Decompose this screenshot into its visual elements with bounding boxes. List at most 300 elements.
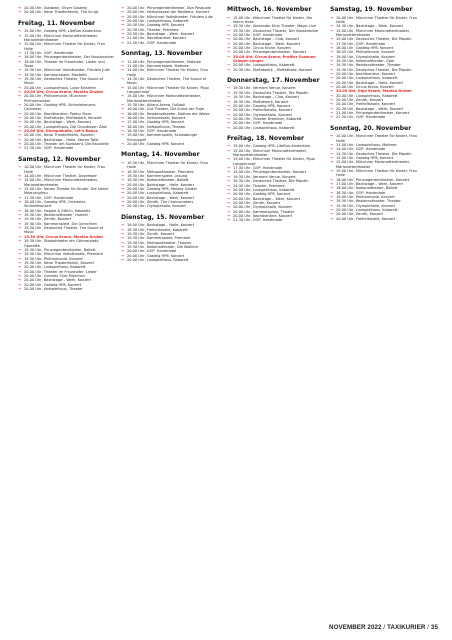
event-text: 20.00 Uhr, Gasteig HP8, Sinfoniekonzert, Orchester [24, 103, 97, 112]
arrow-right-icon: → [18, 33, 21, 38]
arrow-right-icon: → [18, 42, 21, 47]
arrow-right-icon: → [227, 37, 230, 42]
arrow-right-icon: → [330, 182, 333, 187]
event-text: 19.30 Uhr, Philharmonie, Konzert [24, 256, 83, 261]
arrow-right-icon: → [18, 195, 21, 200]
arrow-right-icon: → [227, 187, 230, 192]
event-text: 19.30 Uhr, Deutsches Theater, Die Päpstin [336, 67, 412, 72]
event-text: 15.00 Uhr, Münchner Theater für Kinder, Frau Holle [336, 169, 417, 178]
arrow-right-icon: → [121, 103, 124, 108]
arrow-right-icon: → [18, 133, 21, 138]
event-text: 15.00 Uhr, Münchner Theater für Kinder, Pippi Langstrumpf [127, 85, 209, 94]
event-text: 20.00 Uhr, GOP, Handmade [233, 121, 283, 126]
arrow-right-icon: → [227, 144, 230, 149]
arrow-right-icon: → [18, 55, 21, 60]
arrow-right-icon: → [227, 157, 230, 162]
arrow-right-icon: → [18, 260, 21, 265]
event-text: 17.00 Uhr, Gasteig HP8, Konzert [127, 120, 185, 125]
event-text: 20.00 Uhr, Lustspielhaus, Kabarett [233, 125, 295, 130]
arrow-right-icon: → [227, 125, 230, 130]
arrow-right-icon: → [227, 95, 230, 100]
event-item [330, 217, 426, 221]
arrow-right-icon: → [18, 116, 21, 121]
arrow-right-icon: → [227, 32, 230, 37]
event-text: 15.00 Uhr, Münchner Marionettentheater, Marionettentheater [24, 178, 99, 187]
arrow-right-icon: → [227, 205, 230, 210]
arrow-right-icon: → [227, 174, 230, 179]
arrow-right-icon: → [121, 10, 124, 15]
arrow-right-icon: → [330, 155, 333, 160]
event-text: 19.30 Uhr, Zenith, Konzert [127, 231, 175, 236]
event-text: 14.00 Uhr, Münchner Theater, Dezember [24, 174, 97, 178]
event-item [121, 77, 217, 86]
day-heading: Freitag, 18. November [227, 134, 304, 142]
arrow-right-icon: → [330, 106, 333, 111]
event-text: 20.00 Uhr, Kammerspiele, Theater [233, 209, 295, 214]
event-item [18, 226, 114, 235]
event-text: 15.00 Uhr, Münchner Theater für Kinder, Pippi Langstrumpf [233, 157, 315, 166]
arrow-right-icon: → [121, 40, 124, 45]
page-footer [329, 624, 438, 631]
event-item [121, 41, 217, 45]
event-text: 19.30 Uhr, Kammerspiele, Die Gerechten [24, 221, 98, 226]
event-text: 20.00 Uhr, Hofspielhaus, Theater [24, 286, 83, 291]
event-text: 20.00 Uhr, Olympiahalle, Konzert [233, 112, 292, 117]
arrow-right-icon: → [18, 217, 21, 222]
arrow-right-icon: → [18, 129, 21, 134]
arrow-right-icon: → [121, 191, 124, 196]
event-text: 15.00 Uhr, Gasteig HP8, LiteRun-Kinderkino [24, 29, 102, 34]
event-text: 19.30 Uhr, Deutsches Theater, Der Nussknacker [233, 28, 319, 33]
arrow-right-icon: → [18, 29, 21, 34]
event-column-3 [227, 6, 323, 223]
arrow-right-icon: → [227, 116, 230, 121]
arrow-right-icon: → [330, 216, 333, 221]
arrow-right-icon: → [227, 179, 230, 184]
arrow-right-icon: → [18, 278, 21, 283]
event-item [330, 160, 426, 169]
event-text: 16.00 Uhr, Gut Theater, Die Kunst der Fuge [127, 107, 204, 112]
event-text: 20.00 Uhr, Theater Drehleier, Kabarett [233, 116, 302, 121]
event-text: 20.00 Uhr, Lustspielhaus, Kabarett [233, 63, 295, 68]
arrow-right-icon: → [18, 282, 21, 287]
event-item [18, 178, 114, 187]
arrow-right-icon: → [121, 63, 124, 68]
arrow-right-icon: → [227, 103, 230, 108]
event-text: 20.00 Uhr, Lustspielhaus, Luise Kinseher [24, 85, 97, 90]
event-text: 15.00 Uhr, Deutsches Theater, Die Päpstin [336, 37, 412, 42]
event-text: 19.30 Uhr, Theater, Premiere [233, 183, 285, 188]
event-text: 20.00 Uhr, Freiheitshalle, Konzert [336, 102, 396, 107]
arrow-right-icon: → [330, 151, 333, 156]
event-text: 18.00 Uhr, Gasteig HP8, Orchester, Sinfoniekonzert [24, 200, 87, 209]
arrow-right-icon: → [330, 212, 333, 217]
event-text: 16.00 Uhr, Residenztheater, Nathan der Weise [127, 111, 210, 116]
arrow-right-icon: → [330, 134, 333, 139]
arrow-right-icon: → [330, 203, 333, 208]
arrow-right-icon: → [18, 252, 21, 257]
event-item [330, 29, 426, 38]
event-text: 11.00 Uhr, Prinzregententheater, Matinee [127, 59, 202, 64]
event-text: 19.30 Uhr, Alexander Kirst Theater, Magic Live [233, 24, 316, 29]
arrow-right-icon: → [121, 59, 124, 64]
arrow-right-icon: → [121, 94, 124, 99]
arrow-right-icon: → [121, 85, 124, 90]
arrow-right-icon: → [330, 15, 333, 20]
event-text: 20.00 Uhr, Circus Krone, Konzert [336, 85, 394, 89]
event-text: 20.00 Uhr, Lustspielhaus, Die Grandiosen Zwei [24, 124, 108, 129]
event-text: 18.30 Uhr, GOP, Handmade [336, 190, 386, 195]
event-text: 20.30 Uhr, Gasteig HP8, Konzert [127, 23, 185, 28]
event-text: 18.00 Uhr, Heppel & Ettlich, Kabarett [24, 208, 91, 213]
event-text: 19.30 Uhr, Residenztheater, Theater [336, 199, 401, 204]
event-text: 19.00 Uhr, Olympiahalle, Konzert [336, 54, 395, 59]
event-text: 20.00 Uhr, Backstage – Werk, Konzert [233, 196, 301, 201]
event-text: 20.00 Uhr, Gasteig HP8, Konzert [127, 142, 185, 147]
arrow-right-icon: → [18, 269, 21, 274]
event-column-4 [330, 6, 426, 221]
event-text: 19.30 Uhr, Nationaltheater, Ballett [127, 178, 189, 183]
event-item [330, 134, 426, 143]
event-item [227, 157, 323, 166]
event-text: 20.00 Uhr, Circus Krone, Profiler Suzanne Grieger-Langer [233, 54, 316, 63]
event-text: 21.00 Uhr, Prinzregententheater, Konzert [336, 111, 410, 116]
event-item [18, 187, 114, 196]
event-item [227, 126, 323, 130]
event-item [121, 86, 217, 95]
event-text: 14.30 Uhr, Deutsches Theater, Die Päpstin [336, 151, 412, 156]
event-text: 15.00 Uhr, Münchner Marionettentheater, Marionettentheater [336, 160, 411, 169]
event-text: 20.00 Uhr, Philharmonie, Münchner Philharmoniker [24, 94, 87, 103]
arrow-right-icon: → [121, 244, 124, 249]
event-item [121, 204, 217, 208]
arrow-right-icon: → [18, 286, 21, 291]
event-text: 21.30 Uhr, GOP, Handmade [24, 146, 74, 151]
event-text: 16.00 Uhr, Herkulessaal, Konzert [127, 116, 186, 121]
event-text: 20.00 Uhr, GOP, Handmade [233, 32, 283, 37]
arrow-right-icon: → [18, 137, 21, 142]
arrow-right-icon: → [18, 68, 21, 73]
event-text: 19.30 Uhr, Freiheitshalle, Kabarett [127, 227, 188, 232]
event-text: 20.00 Uhr, Prinzregententheater, Konzert [233, 50, 307, 55]
arrow-right-icon: → [18, 247, 21, 252]
arrow-right-icon: → [18, 76, 21, 81]
arrow-right-icon: → [330, 102, 333, 107]
footer-page-number: 35 [430, 624, 438, 631]
arrow-right-icon: → [18, 239, 21, 244]
event-item [227, 149, 323, 158]
arrow-right-icon: → [121, 223, 124, 228]
arrow-right-icon: → [121, 253, 124, 258]
event-text: 19.30 Uhr, Kammerspiele, Macbeth [24, 72, 87, 77]
event-text: 19.30 Uhr, Deutsches Theater, Die Päpstin [233, 90, 309, 95]
event-text: 19.30 Uhr, Residenztheater, Theater [336, 63, 401, 68]
arrow-right-icon: → [330, 190, 333, 195]
event-text: 20.30 Uhr, Muffatwerk – Muffathalle, Konzert [233, 67, 313, 72]
event-text: 20.00 Uhr, Backstage – Halle, Stereo Total [24, 137, 99, 142]
event-text: 20.00 Uhr, Neue Theaterfabrik, Konzert [24, 133, 94, 138]
event-item [121, 68, 217, 77]
arrow-right-icon: → [121, 111, 124, 116]
arrow-right-icon: → [121, 129, 124, 134]
arrow-right-icon: → [121, 23, 124, 28]
event-text: 20.00 Uhr, Freiheitshalle, Konzert [336, 216, 396, 221]
arrow-right-icon: → [330, 142, 333, 147]
arrow-right-icon: → [330, 111, 333, 116]
event-text: 19.30 Uhr, Prinzregententheater, Ballett [24, 247, 96, 252]
day-heading: Sonntag, 20. November [330, 124, 412, 132]
arrow-right-icon: → [18, 10, 21, 15]
event-item [227, 16, 323, 25]
event-item [18, 165, 114, 174]
event-text: 19.30 Uhr, Vermont Venue, Konzert [233, 86, 296, 91]
event-text: 15.00 Uhr, Gasteig HP8, Konzert [336, 155, 394, 160]
arrow-right-icon: → [121, 120, 124, 125]
event-item [121, 258, 217, 262]
arrow-right-icon: → [121, 160, 124, 165]
arrow-right-icon: → [18, 85, 21, 90]
event-text: 20.00 Uhr, Lustspielhaus, Kabarett [233, 187, 295, 192]
arrow-right-icon: → [330, 71, 333, 76]
event-item [227, 218, 323, 222]
event-text: 20.30 Uhr, Backstage – Werk, Konzert [336, 106, 404, 111]
arrow-right-icon: → [330, 147, 333, 152]
arrow-right-icon: → [227, 213, 230, 218]
footer-magazine: TAXIKURIER [387, 624, 426, 631]
arrow-right-icon: → [18, 111, 21, 116]
arrow-right-icon: → [330, 177, 333, 182]
event-text: 20.00 Uhr, Lustspielhaus, Kabarett [127, 191, 189, 196]
event-item [18, 60, 114, 69]
arrow-right-icon: → [18, 265, 21, 270]
event-text: 20.00 Uhr, Backstage – Werk, Konzert [127, 195, 195, 200]
event-text: 21.30 Uhr, GOP, Handmade [233, 218, 283, 223]
arrow-right-icon: → [18, 256, 21, 261]
event-text: 19.00 Uhr, Prinzregententheater, Der Nussknacker [24, 55, 114, 60]
event-text: 15.00 Uhr, Münchner Theater für Kinder, Die kleine Hexe [233, 15, 313, 24]
day-heading: Montag, 14. November [121, 151, 200, 159]
event-text: 20.00 Uhr, Lustspielhaus, Kabarett [336, 93, 398, 98]
event-item [227, 68, 323, 72]
arrow-right-icon: → [121, 142, 124, 147]
arrow-right-icon: → [227, 209, 230, 214]
event-item [18, 287, 114, 291]
event-text: 20.00 Uhr, Backstage – Werk, Konzert [233, 41, 301, 46]
arrow-right-icon: → [227, 112, 230, 117]
event-text: 21.30 Uhr, GOP, Handmade [336, 115, 386, 120]
event-text: 20.30 Uhr, Backstage – Werk, Konzert [127, 32, 195, 37]
arrow-right-icon: → [121, 182, 124, 187]
event-item [121, 94, 217, 103]
arrow-right-icon: → [330, 85, 333, 89]
arrow-right-icon: → [227, 183, 230, 188]
event-text: 15.00 Uhr, Münchner Marionettentheater, Marionettentheater [24, 33, 99, 42]
event-text: 20.00 Uhr, Theater im Fraunhofer, Lieder [24, 269, 97, 274]
arrow-right-icon: → [18, 213, 21, 218]
arrow-right-icon: → [330, 37, 333, 42]
event-text: 19.30 Uhr, Staatstheater am Gärtnerplatz, Operette [24, 239, 100, 248]
event-text: 20.00 Uhr, Subtown, Oliver Gasteig [24, 6, 87, 10]
arrow-right-icon: → [330, 54, 333, 59]
arrow-right-icon: → [18, 226, 21, 231]
arrow-right-icon: → [227, 45, 230, 50]
event-text: 14.30 Uhr, Deutsches Theater, The Sound of Music [127, 76, 207, 86]
arrow-right-icon: → [330, 115, 333, 120]
arrow-right-icon: → [227, 108, 230, 113]
arrow-right-icon: → [330, 186, 333, 191]
event-text: 20.00 Uhr, Freiheitshalle, Konzert [233, 108, 293, 113]
event-item [18, 239, 114, 248]
arrow-right-icon: → [227, 166, 230, 171]
event-item [18, 34, 114, 43]
arrow-right-icon: → [121, 231, 124, 236]
event-text: 20.00 Uhr, Gasteig HP8, Konzert [233, 103, 291, 108]
event-text: 10.00 Uhr, Münchner Theater für Kinder, Frau Holle [24, 165, 105, 174]
event-item [18, 200, 114, 209]
arrow-right-icon: → [227, 28, 230, 33]
event-text: 15.00 Uhr, Münchner Marionettentheater, Marionettentheater [233, 148, 308, 158]
arrow-right-icon: → [121, 19, 124, 24]
arrow-right-icon: → [227, 90, 230, 95]
arrow-right-icon: → [227, 67, 230, 72]
arrow-right-icon: → [121, 124, 124, 129]
footer-issue: NOVEMBER 2022 [329, 624, 382, 631]
event-text: 18.00 Uhr, Gasteig HP8, Konzert [336, 45, 394, 50]
arrow-right-icon: → [121, 200, 124, 205]
event-text: 19.30 Uhr, Deutsches Theater, Die Päpstin [233, 179, 309, 184]
arrow-right-icon: → [18, 94, 21, 99]
event-text: 20.00 Uhr, Muffathalle, Muffatwerk, Konzert [24, 116, 102, 121]
arrow-right-icon: → [121, 249, 124, 254]
event-text: 20.30 Uhr, Olympiahalle, Konzert [127, 204, 186, 209]
event-text: 20.00 Uhr, Nachtkantine, Konzert [233, 213, 293, 218]
event-text: 15.00 Uhr, Münchner Marionettentheater, Marionettentheater [336, 28, 411, 37]
arrow-right-icon: → [227, 50, 230, 55]
arrow-right-icon: → [18, 200, 21, 205]
arrow-right-icon: → [330, 93, 333, 98]
event-text: 20.00 Uhr, Backstage – Halle, Konzert [336, 80, 404, 85]
arrow-right-icon: → [18, 174, 21, 178]
arrow-right-icon: → [227, 192, 230, 197]
arrow-right-icon: → [330, 169, 333, 173]
arrow-right-icon: → [18, 146, 21, 151]
event-text: 19.30 Uhr, Zenith, Konzert [24, 217, 72, 222]
arrow-right-icon: → [330, 98, 333, 103]
arrow-right-icon: → [121, 240, 124, 245]
arrow-right-icon: → [330, 195, 333, 200]
arrow-right-icon: → [330, 24, 333, 29]
day-heading: Samstag, 19. November [330, 6, 413, 13]
arrow-right-icon: → [121, 107, 124, 112]
day-heading: Mittwoch, 16. November [227, 6, 312, 13]
event-item [18, 146, 114, 150]
event-text: 15.00 Uhr, Münchner Marionettentheater, Marionettentheater [127, 94, 202, 103]
event-text: 20.00 Uhr, GOP, Handmade [127, 249, 177, 254]
event-text: 20.00 Uhr, Münchner Volkstheater, Fräulein Julie [127, 14, 213, 19]
event-text: 20.00 Uhr, Lustspielhaus, Kabarett [24, 265, 86, 270]
event-text: 20.00 Uhr, Circus Krone, Konzert [233, 45, 291, 50]
arrow-right-icon: → [18, 165, 21, 170]
arrow-right-icon: → [330, 28, 333, 33]
event-text: 18.45 Uhr, Philharmonie, Konzert [336, 50, 395, 55]
event-text: 14.00 Uhr, GOP, Handmade [336, 147, 386, 152]
arrow-right-icon: → [121, 178, 124, 183]
event-text: 19.30 Uhr, Kammerspiele, Premiere [127, 236, 191, 241]
event-text: 19.00 Uhr, Backstage – Halle, Konzert [127, 223, 195, 228]
event-text: 20.00 Uhr, Lustspielhaus, Kabarett [127, 19, 189, 24]
event-text: 21.30 Uhr, GOP, Handmade [127, 40, 177, 45]
arrow-right-icon: → [330, 45, 333, 50]
event-text: 19.30 Uhr, Deutsches Theater, The Sound of Music [24, 76, 104, 86]
arrow-right-icon: → [121, 32, 124, 37]
arrow-right-icon: → [227, 170, 230, 175]
arrow-right-icon: → [18, 178, 21, 183]
event-text: 17.30 Uhr, GOP, Handmade [336, 41, 386, 46]
arrow-right-icon: → [18, 208, 21, 213]
arrow-right-icon: → [121, 227, 124, 232]
event-text: 19.30 Uhr, Deutsches Theater, The Sound of Music [24, 226, 104, 235]
event-item [121, 161, 217, 170]
event-text: 19.30 Uhr, Neue Theaterfabrik, Konzert [24, 260, 94, 265]
event-text: 20.00 Uhr, Neue Theaterfabrik, The Script [24, 10, 99, 15]
arrow-right-icon: → [227, 86, 230, 91]
event-text: 19.30 Uhr, Circus Krone, Monika Gruber [24, 234, 104, 239]
arrow-right-icon: → [18, 142, 21, 147]
footer-separator: / [383, 624, 386, 631]
arrow-right-icon: → [121, 6, 124, 10]
event-text: 19.30 Uhr, Backstage – Club, Konzert [233, 95, 299, 100]
event-text: 20.00 Uhr, Theater am Sozialamt, Die Baustelle [24, 142, 109, 147]
footer-separator-2: / [427, 624, 430, 631]
arrow-right-icon: → [227, 200, 230, 205]
event-text: 19.00 Uhr, Theater im Fraunhofer, Lieder und Texte [24, 59, 105, 68]
event-item [330, 169, 426, 178]
arrow-right-icon: → [227, 148, 230, 153]
event-text: 19.30 Uhr, Nationaltheater, Die Walküre [127, 244, 199, 249]
event-text: 11.00 Uhr, Kammerspiele, Matinee [127, 63, 189, 68]
event-text: 20.00 Uhr, Zenith, Konzert [336, 98, 384, 103]
event-text: 20.00 Uhr, Lustspielhaus, Kabarett [336, 76, 398, 81]
event-text: 21.00 Uhr, Nachtkantine, Konzert [127, 36, 187, 41]
event-text: 10.00 Uhr, Münchner Theater für Kinder, Frau Holle [336, 15, 417, 24]
arrow-right-icon: → [330, 58, 333, 63]
day-heading: Samstag, 12. November [18, 155, 101, 163]
event-text: 20.00 Uhr, Backstage – Werk, Konzert [24, 120, 92, 125]
day-heading: Dienstag, 15. November [121, 213, 205, 221]
event-column-1 [18, 6, 114, 291]
event-text: 15.00 Uhr, Münchner Theater für Kinder, Frau Holle [24, 42, 105, 51]
arrow-right-icon: → [121, 116, 124, 121]
event-item-highlight [227, 55, 323, 64]
event-text: 14.30 Uhr, Backstage – Werk, Konzert [336, 24, 404, 29]
event-text: 20.00 Uhr, Olympiahalle, Let’s Dance [24, 129, 98, 134]
event-text: 20.00 Uhr, Backstage – Halle, Konzert [127, 182, 195, 187]
event-text: 10.30 Uhr, Münchner Theater für Kinder, Frau Holle [127, 160, 208, 170]
arrow-right-icon: → [18, 90, 21, 94]
event-text: 17.30 Uhr, GOP, Handmade [24, 195, 74, 200]
event-item [121, 133, 217, 142]
arrow-right-icon: → [18, 72, 21, 77]
day-heading: Freitag, 11. November [18, 19, 95, 27]
event-text: 19.30 Uhr, Metropoltheater, Premiere [127, 169, 194, 174]
event-column-2 [121, 6, 217, 262]
event-item [330, 115, 426, 119]
event-text: 20.00 Uhr, Backstage – Werk, Konzert [24, 278, 92, 283]
arrow-right-icon: → [18, 234, 21, 239]
arrow-right-icon: → [330, 63, 333, 68]
event-item [18, 77, 114, 86]
event-text: 19.30 Uhr, Vermont Venue, Konzert [233, 174, 296, 179]
